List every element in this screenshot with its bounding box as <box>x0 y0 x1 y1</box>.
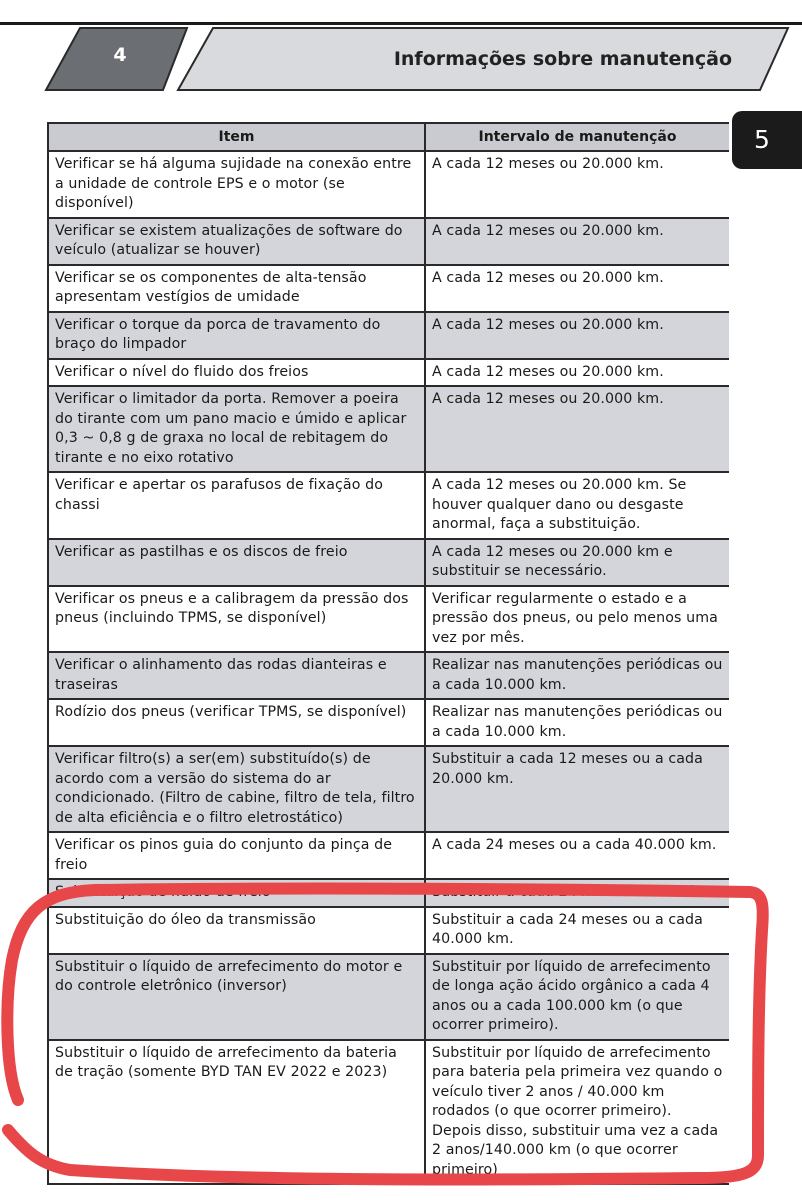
interval-cell: A cada 12 meses ou 20.000 km. <box>425 265 729 312</box>
maintenance-table-container <box>47 122 729 1200</box>
table-row <box>48 1040 729 1185</box>
table-row <box>48 312 729 359</box>
interval-cell: Substituir por líquido de arrefecimento de longa ação ácido orgânico a cada 4 anos ou a cada 100.000 km (o que ocorrer primeiro). <box>425 954 729 1040</box>
interval-cell: Substituir por líquido de arrefecimento para bateria pela primeira vez quando o veículo tiver 2 anos / 40.000 km rodados (o que ocorrer primeiro). Depois disso, substituir uma vez a cada 2 anos/140.000 km (o que ocorrer primeiro) <box>425 1040 729 1185</box>
interval-cell: A cada 24 meses ou a cada 40.000 km. <box>425 832 729 879</box>
side-chapter-tab <box>732 111 802 169</box>
interval-cell: A cada 12 meses ou 20.000 km. <box>425 359 729 387</box>
item-cell: Verificar o limitador da porta. Remover a poeira do tirante com um pano macio e úmido e aplicar 0,3 ~ 0,8 g de graxa no local de rebitagem do tirante e no eixo rotativo <box>48 386 425 472</box>
table-row <box>48 832 729 879</box>
item-cell: Substituição de fluido de freio <box>48 879 425 907</box>
table-row <box>48 746 729 832</box>
side-tab-number: 5 <box>754 125 770 154</box>
header-interval: Intervalo de manutenção <box>425 123 729 151</box>
item-cell: Verificar e apertar os parafusos de fixação do chassi <box>48 472 425 539</box>
item-cell: Verificar o nível do fluido dos freios <box>48 359 425 387</box>
item-cell: Verificar os pneus e a calibragem da pressão dos pneus (incluindo TPMS, se disponível) <box>48 586 425 653</box>
interval-cell: Substituir a cada 24 meses ou a cada 40.000 km. <box>425 907 729 954</box>
table-row <box>48 879 729 907</box>
table-row <box>48 699 729 746</box>
item-cell: Verificar os pinos guia do conjunto da pinça de freio <box>48 832 425 879</box>
interval-cell: Substituir a cada 12 meses ou a cada 20.000 km. <box>425 746 729 832</box>
interval-cell: A cada 12 meses ou 20.000 km e substituir se necessário. <box>425 539 729 586</box>
interval-cell: A cada 12 meses ou 20.000 km. <box>425 312 729 359</box>
section-title: Informações sobre manutenção <box>393 48 732 70</box>
table-row <box>48 386 729 472</box>
interval-cell: Substituir a cada 24 meses ou a cada <box>425 879 729 907</box>
interval-cell: A cada 12 meses ou 20.000 km. <box>425 218 729 265</box>
maintenance-table <box>47 122 729 1185</box>
table-header-row <box>48 123 729 151</box>
item-cell: Verificar o alinhamento das rodas dianteiras e traseiras <box>48 652 425 699</box>
interval-cell: Realizar nas manutenções periódicas ou a cada 10.000 km. <box>425 652 729 699</box>
table-row <box>48 586 729 653</box>
table-row <box>48 359 729 387</box>
table-row <box>48 218 729 265</box>
item-cell: Verificar se existem atualizações de software do veículo (atualizar se houver) <box>48 218 425 265</box>
table-row <box>48 954 729 1040</box>
table-row <box>48 652 729 699</box>
item-cell: Verificar se os componentes de alta-tensão apresentam vestígios de umidade <box>48 265 425 312</box>
item-cell: Verificar as pastilhas e os discos de freio <box>48 539 425 586</box>
table-row <box>48 907 729 954</box>
table-row <box>48 151 729 218</box>
interval-cell: A cada 12 meses ou 20.000 km. <box>425 386 729 472</box>
interval-cell: A cada 12 meses ou 20.000 km. <box>425 151 729 218</box>
item-cell: Substituir o líquido de arrefecimento do motor e do controle eletrônico (inversor) <box>48 954 425 1040</box>
table-body <box>48 151 729 1184</box>
item-cell: Verificar o torque da porca de travamento do braço do limpador <box>48 312 425 359</box>
chapter-number: 4 <box>113 44 127 66</box>
item-cell: Substituição do óleo da transmissão <box>48 907 425 954</box>
interval-cell: Verificar regularmente o estado e a pressão dos pneus, ou pelo menos uma vez por mês. <box>425 586 729 653</box>
table-row <box>48 539 729 586</box>
interval-cell: A cada 12 meses ou 20.000 km. Se houver qualquer dano ou desgaste anormal, faça a substituição. <box>425 472 729 539</box>
interval-cell: Realizar nas manutenções periódicas ou a cada 10.000 km. <box>425 699 729 746</box>
table-row <box>48 265 729 312</box>
item-cell: Verificar se há alguma sujidade na conexão entre a unidade de controle EPS e o motor (se disponível) <box>48 151 425 218</box>
item-cell: Verificar filtro(s) a ser(em) substituído(s) de acordo com a versão do sistema do ar condicionado. (Filtro de cabine, filtro de tela, filtro de alta eficiência e o filtro eletrostático) <box>48 746 425 832</box>
item-cell: Rodízio dos pneus (verificar TPMS, se disponível) <box>48 699 425 746</box>
header-item: Item <box>48 123 425 151</box>
item-cell: Substituir o líquido de arrefecimento da bateria de tração (somente BYD TAN EV 2022 e 2023) <box>48 1040 425 1185</box>
table-row <box>48 472 729 539</box>
